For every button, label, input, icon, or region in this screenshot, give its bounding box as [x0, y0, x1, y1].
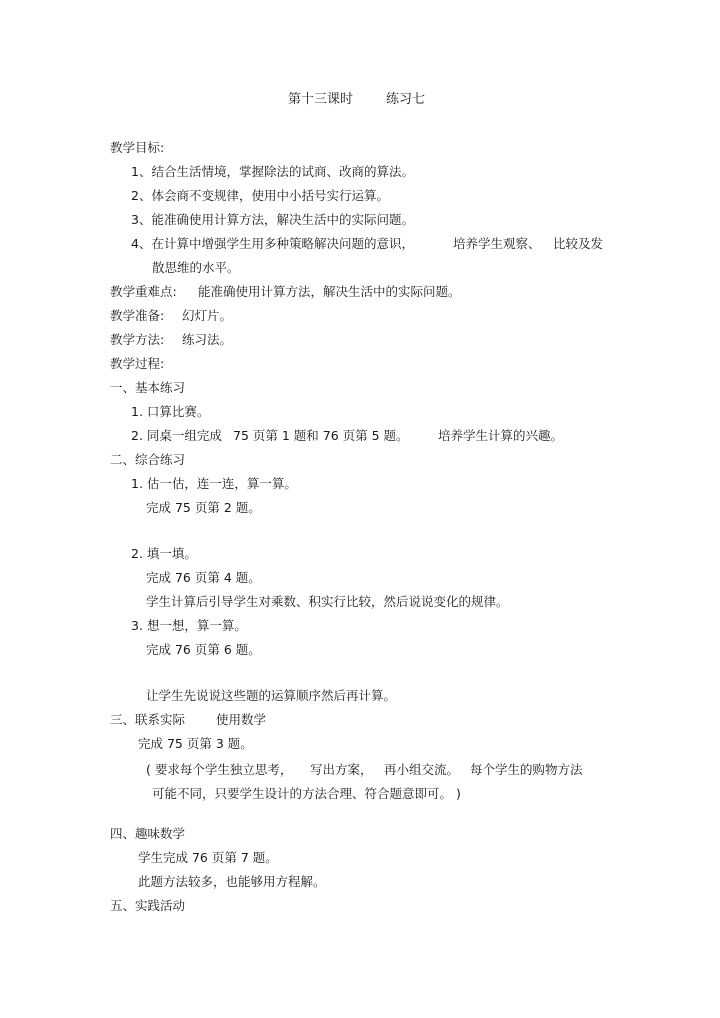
method-text: 练习法。: [182, 332, 233, 347]
section-3-note-1d: 每个学生的购物方法: [470, 762, 583, 777]
method-label: 教学方法:: [110, 332, 165, 347]
key-points-label: 教学重难点:: [110, 284, 177, 299]
objective-4-part2: 培养学生观察、: [453, 236, 541, 251]
section-3-note-2: 可能不同，只要学生设计的方法合理、符合题意即可。 ): [152, 786, 461, 801]
objective-4: 4、在计算中增强学生用多种策略解决问题的意识，: [131, 236, 414, 251]
section-3-heading: 三、联系实际: [110, 712, 186, 727]
section-3-note-1a: ( 要求每个学生独立思考，: [146, 762, 293, 777]
section-3-sub: 完成 75 页第 3 题。: [138, 736, 253, 751]
lesson-subtitle: 练习七: [386, 92, 426, 107]
objectives-heading: 教学目标:: [110, 140, 165, 155]
section-3-heading-2: 使用数学: [216, 712, 267, 727]
section-3-note-1c: 再小组交流。: [384, 762, 460, 777]
section-4-sub: 学生完成 76 页第 7 题。: [138, 850, 278, 865]
section-1-item-2: 2. 同桌一组完成: [131, 428, 222, 443]
objective-2: 2、体会商不变规律，使用中小括号实行运算。: [131, 188, 389, 203]
section-2-heading: 二、综合练习: [110, 452, 186, 467]
section-2-item-2-sub: 完成 76 页第 4 题。: [146, 570, 261, 585]
lesson-title: 第十三课时: [288, 92, 354, 107]
section-2-item-3-note: 让学生先说说这些题的运算顺序然后再计算。: [146, 688, 397, 703]
objective-1: 1、结合生活情境，掌握除法的试商、改商的算法。: [131, 164, 414, 179]
section-2-item-2-note: 学生计算后引导学生对乘数、积实行比较，然后说说变化的规律。: [146, 594, 509, 609]
section-4-heading: 四、趣味数学: [110, 826, 186, 841]
section-1-heading: 一、基本练习: [110, 380, 186, 395]
objective-4-part3: 比较及发: [553, 236, 604, 251]
section-2-item-3-sub: 完成 76 页第 6 题。: [146, 642, 261, 657]
section-4-note: 此题方法较多，也能够用方程解。: [138, 874, 326, 889]
section-1-item-2-pages: 75 页第 1 题和 76 页第 5 题。: [233, 428, 409, 443]
section-1-item-1: 1. 口算比赛。: [131, 404, 210, 419]
section-2-item-2: 2. 填一填。: [131, 546, 197, 561]
key-points-text: 能准确使用计算方法，解决生活中的实际问题。: [198, 284, 461, 299]
section-2-item-1: 1. 估一估，连一连，算一算。: [131, 476, 297, 491]
preparation-text: 幻灯片。: [182, 308, 233, 323]
process-heading: 教学过程:: [110, 356, 165, 371]
section-1-item-2-note: 培养学生计算的兴趣。: [438, 428, 564, 443]
section-2-item-1-sub: 完成 75 页第 2 题。: [146, 500, 261, 515]
section-3-note-1b: 写出方案，: [310, 762, 373, 777]
objective-3: 3、能准确使用计算方法，解决生活中的实际问题。: [131, 212, 414, 227]
section-2-item-3: 3. 想一想，算一算。: [131, 618, 247, 633]
objective-4-cont: 散思维的水平。: [152, 260, 240, 275]
section-5-heading: 五、实践活动: [110, 898, 186, 913]
preparation-label: 教学准备:: [110, 308, 165, 323]
